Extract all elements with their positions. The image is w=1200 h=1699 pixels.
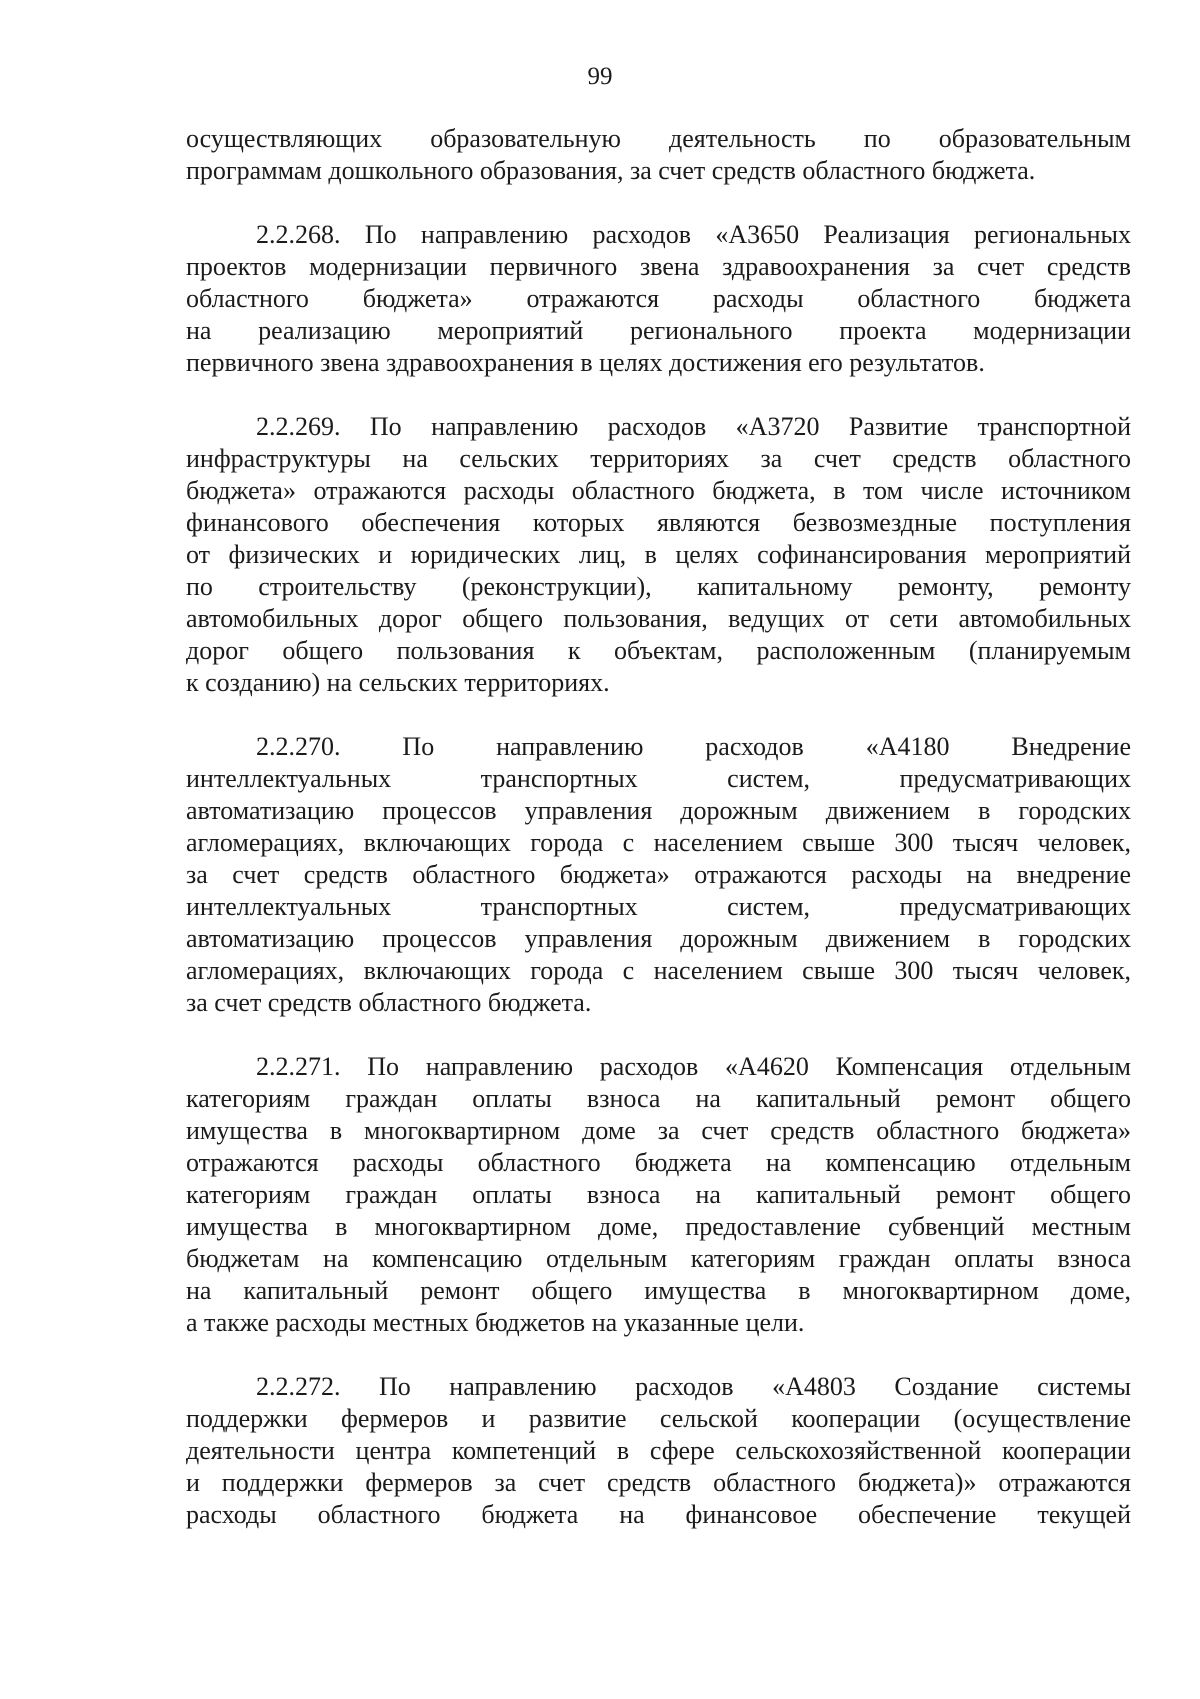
- text-line: автоматизацию процессов управления дорожным движением в городских: [186, 796, 1131, 825]
- text-line: 2.2.269. По направлению расходов «А3720 Развитие транспортной: [256, 412, 1131, 441]
- page-number: 99: [587, 63, 613, 90]
- text-line: отражаются расходы областного бюджета на компенсацию отдельным: [186, 1148, 1131, 1177]
- text-line: имущества в многоквартирном доме за счет средств областного бюджета»: [186, 1116, 1131, 1145]
- text-line: интеллектуальных транспортных систем, предусматривающих: [186, 892, 1131, 921]
- text-line: 2.2.271. По направлению расходов «А4620 Компенсация отдельным: [256, 1052, 1131, 1081]
- text-line: финансового обеспечения которых являются безвозмездные поступления: [186, 508, 1131, 537]
- text-line: и поддержки фермеров за счет средств областного бюджета)» отражаются: [186, 1468, 1131, 1497]
- text-line: агломерациях, включающих города с населением свыше 300 тысяч человек,: [186, 956, 1131, 985]
- text-line: деятельности центра компетенций в сфере сельскохозяйственной кооперации: [186, 1436, 1131, 1465]
- text-line: имущества в многоквартирном доме, предоставление субвенций местным: [186, 1212, 1131, 1241]
- text-line: категориям граждан оплаты взноса на капитальный ремонт общего: [186, 1084, 1131, 1113]
- text-line: 2.2.268. По направлению расходов «А3650 Реализация региональных: [256, 220, 1131, 249]
- text-line: инфраструктуры на сельских территориях за счет средств областного: [186, 444, 1131, 473]
- text-line: агломерациях, включающих города с населением свыше 300 тысяч человек,: [186, 828, 1131, 857]
- text-line: автоматизацию процессов управления дорожным движением в городских: [186, 924, 1131, 953]
- text-line: категориям граждан оплаты взноса на капитальный ремонт общего: [186, 1180, 1131, 1209]
- text-line: 2.2.270. По направлению расходов «А4180 Внедрение: [256, 732, 1131, 761]
- text-line: осуществляющих образовательную деятельность по образовательным: [186, 124, 1131, 153]
- paragraph: [186, 1371, 1131, 1531]
- text-line: расходы областного бюджета на финансовое обеспечение текущей: [186, 1500, 1131, 1529]
- text-line: за счет средств областного бюджета» отражаются расходы на внедрение: [186, 860, 1131, 889]
- text-line: по строительству (реконструкции), капитальному ремонту, ремонту: [186, 572, 1131, 601]
- text-line: дорог общего пользования к объектам, расположенным (планируемым: [186, 636, 1131, 665]
- document-body: [186, 123, 1131, 1531]
- text-line: бюджетам на компенсацию отдельным категориям граждан оплаты взноса: [186, 1244, 1131, 1273]
- text-line: а также расходы местных бюджетов на указанные цели.: [186, 1308, 805, 1337]
- paragraph: [186, 1051, 1131, 1339]
- text-line: областного бюджета» отражаются расходы областного бюджета: [186, 284, 1131, 313]
- text-line: автомобильных дорог общего пользования, ведущих от сети автомобильных: [186, 604, 1131, 633]
- text-line: интеллектуальных транспортных систем, предусматривающих: [186, 764, 1131, 793]
- text-line: к созданию) на сельских территориях.: [186, 668, 610, 697]
- text-line: проектов модернизации первичного звена здравоохранения за счет средств: [186, 252, 1131, 281]
- text-line: 2.2.272. По направлению расходов «А4803 Создание системы: [256, 1372, 1131, 1401]
- paragraph: [186, 411, 1131, 699]
- paragraph: [186, 219, 1131, 379]
- paragraph: [186, 123, 1131, 187]
- text-line: поддержки фермеров и развитие сельской кооперации (осуществление: [186, 1404, 1131, 1433]
- text-line: программам дошкольного образования, за счет средств областного бюджета.: [186, 156, 1036, 185]
- text-line: на капитальный ремонт общего имущества в многоквартирном доме,: [186, 1276, 1131, 1305]
- text-line: первичного звена здравоохранения в целях достижения его результатов.: [186, 348, 985, 377]
- paragraph: [186, 731, 1131, 1019]
- text-line: бюджета» отражаются расходы областного бюджета, в том числе источником: [186, 476, 1131, 505]
- text-line: на реализацию мероприятий регионального проекта модернизации: [186, 316, 1131, 345]
- text-line: за счет средств областного бюджета.: [186, 988, 592, 1017]
- text-line: от физических и юридических лиц, в целях софинансирования мероприятий: [186, 540, 1131, 569]
